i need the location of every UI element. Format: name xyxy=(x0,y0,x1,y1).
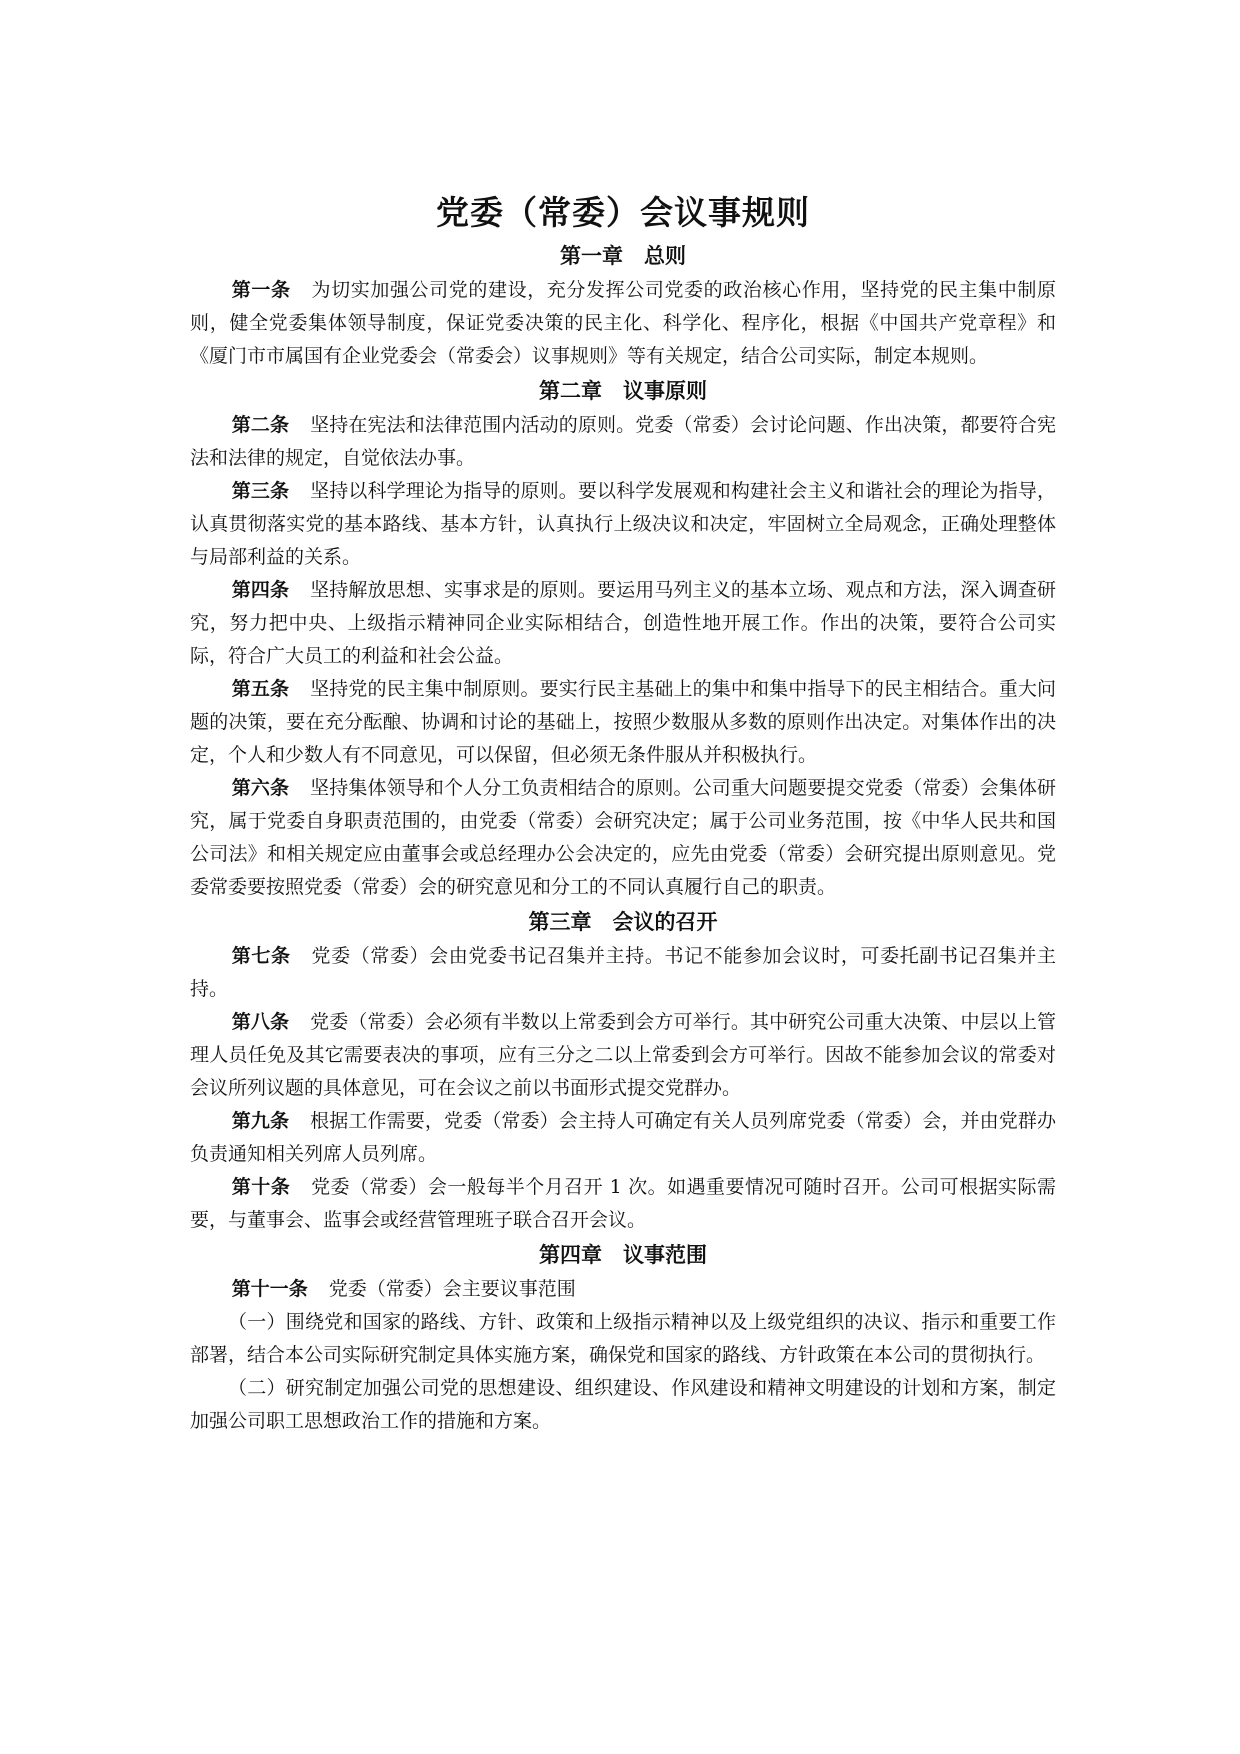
article-4 xyxy=(190,574,1056,673)
article-text: 党委（常委）会必须有半数以上常委到会方可举行。其中研究公司重大决策、中层以上管理人员任免及其它需要表决的事项，应有三分之二以上常委到会方可举行。因故不能参加会议的常委对会议所列议题的具体意见，可在会议之前以书面形式提交党群办。 xyxy=(190,1011,1056,1099)
chapter-2 xyxy=(190,373,1056,904)
article-5 xyxy=(190,673,1056,772)
article-text: 党委（常委）会一般每半个月召开 1 次。如遇重要情况可随时召开。公司可根据实际需要，与董事会、监事会或经营管理班子联合召开会议。 xyxy=(190,1176,1056,1231)
document-title: 党委（常委）会议事规则 xyxy=(436,193,810,232)
article-text: 坚持集体领导和个人分工负责相结合的原则。公司重大问题要提交党委（常委）会集体研究，属于党委自身职责范围的，由党委（常委）会研究决定；属于公司业务范围，按《中华人民共和国公司法》和相关规定应由董事会或总经理办公会决定的，应先由党委（常委）会研究提出原则意见。党委常委要按照党委（常委）会的研究意见和分工的不同认真履行自己的职责。 xyxy=(190,777,1056,898)
article-6 xyxy=(190,772,1056,904)
article-11 xyxy=(190,1273,1056,1306)
article-10 xyxy=(190,1171,1056,1237)
article-2 xyxy=(190,409,1056,475)
chapter-1 xyxy=(190,238,1056,373)
article-label: 第五条 xyxy=(231,678,290,700)
article-label: 第十一条 xyxy=(231,1278,308,1300)
article-7 xyxy=(190,940,1056,1006)
article-label: 第六条 xyxy=(231,777,290,799)
chapter-heading: 第四章 议事范围 xyxy=(539,1243,707,1267)
document-page xyxy=(190,190,1056,1438)
list-item: （一）围绕党和国家的路线、方针、政策和上级指示精神以及上级党组织的决议、指示和重要工作部署，结合本公司实际研究制定具体实施方案，确保党和国家的路线、方针政策在本公司的贯彻执行。 xyxy=(190,1311,1056,1366)
article-label: 第八条 xyxy=(231,1011,290,1033)
article-text: 党委（常委）会由党委书记召集并主持。书记不能参加会议时，可委托副书记召集并主持。 xyxy=(190,945,1056,1000)
chapter-heading: 第二章 议事原则 xyxy=(539,379,707,403)
article-text: 为切实加强公司党的建设，充分发挥公司党委的政治核心作用，坚持党的民主集中制原则，健全党委集体领导制度，保证党委决策的民主化、科学化、程序化，根据《中国共产党章程》和《厦门市市属国有企业党委会（常委会）议事规则》等有关规定，结合公司实际，制定本规则。 xyxy=(190,279,1056,367)
article-label: 第四条 xyxy=(231,579,290,601)
article-text: 坚持党的民主集中制原则。要实行民主基础上的集中和集中指导下的民主相结合。重大问题的决策，要在充分酝酿、协调和讨论的基础上，按照少数服从多数的原则作出决定。对集体作出的决定，个人和少数人有不同意见，可以保留，但必须无条件服从并积极执行。 xyxy=(190,678,1056,766)
article-text: 坚持解放思想、实事求是的原则。要运用马列主义的基本立场、观点和方法，深入调查研究，努力把中央、上级指示精神同企业实际相结合，创造性地开展工作。作出的决策，要符合公司实际，符合广大员工的利益和社会公益。 xyxy=(190,579,1056,667)
chapter-heading: 第三章 会议的召开 xyxy=(528,910,718,934)
article-text: 根据工作需要，党委（常委）会主持人可确定有关人员列席党委（常委）会，并由党群办负责通知相关列席人员列席。 xyxy=(190,1110,1056,1165)
article-9 xyxy=(190,1105,1056,1171)
chapter-heading: 第一章 总则 xyxy=(560,244,686,268)
article-8 xyxy=(190,1006,1056,1105)
article-text: 党委（常委）会主要议事范围 xyxy=(328,1278,576,1300)
article-label: 第十条 xyxy=(231,1176,291,1198)
article-label: 第一条 xyxy=(231,279,291,301)
article-3 xyxy=(190,475,1056,574)
article-text: 坚持在宪法和法律范围内活动的原则。党委（常委）会讨论问题、作出决策，都要符合宪法和法律的规定，自觉依法办事。 xyxy=(190,414,1056,469)
article-text: 坚持以科学理论为指导的原则。要以科学发展观和构建社会主义和谐社会的理论为指导，认真贯彻落实党的基本路线、基本方针，认真执行上级决议和决定，牢固树立全局观念，正确处理整体与局部利益的关系。 xyxy=(190,480,1056,568)
article-label: 第九条 xyxy=(231,1110,290,1132)
chapter-3 xyxy=(190,904,1056,1237)
article-label: 第七条 xyxy=(231,945,291,967)
list-item: （二）研究制定加强公司党的思想建设、组织建设、作风建设和精神文明建设的计划和方案，制定加强公司职工思想政治工作的措施和方案。 xyxy=(190,1377,1056,1432)
chapter-4 xyxy=(190,1237,1056,1438)
article-label: 第二条 xyxy=(231,414,290,436)
article-label: 第三条 xyxy=(231,480,290,502)
article-1 xyxy=(190,274,1056,373)
